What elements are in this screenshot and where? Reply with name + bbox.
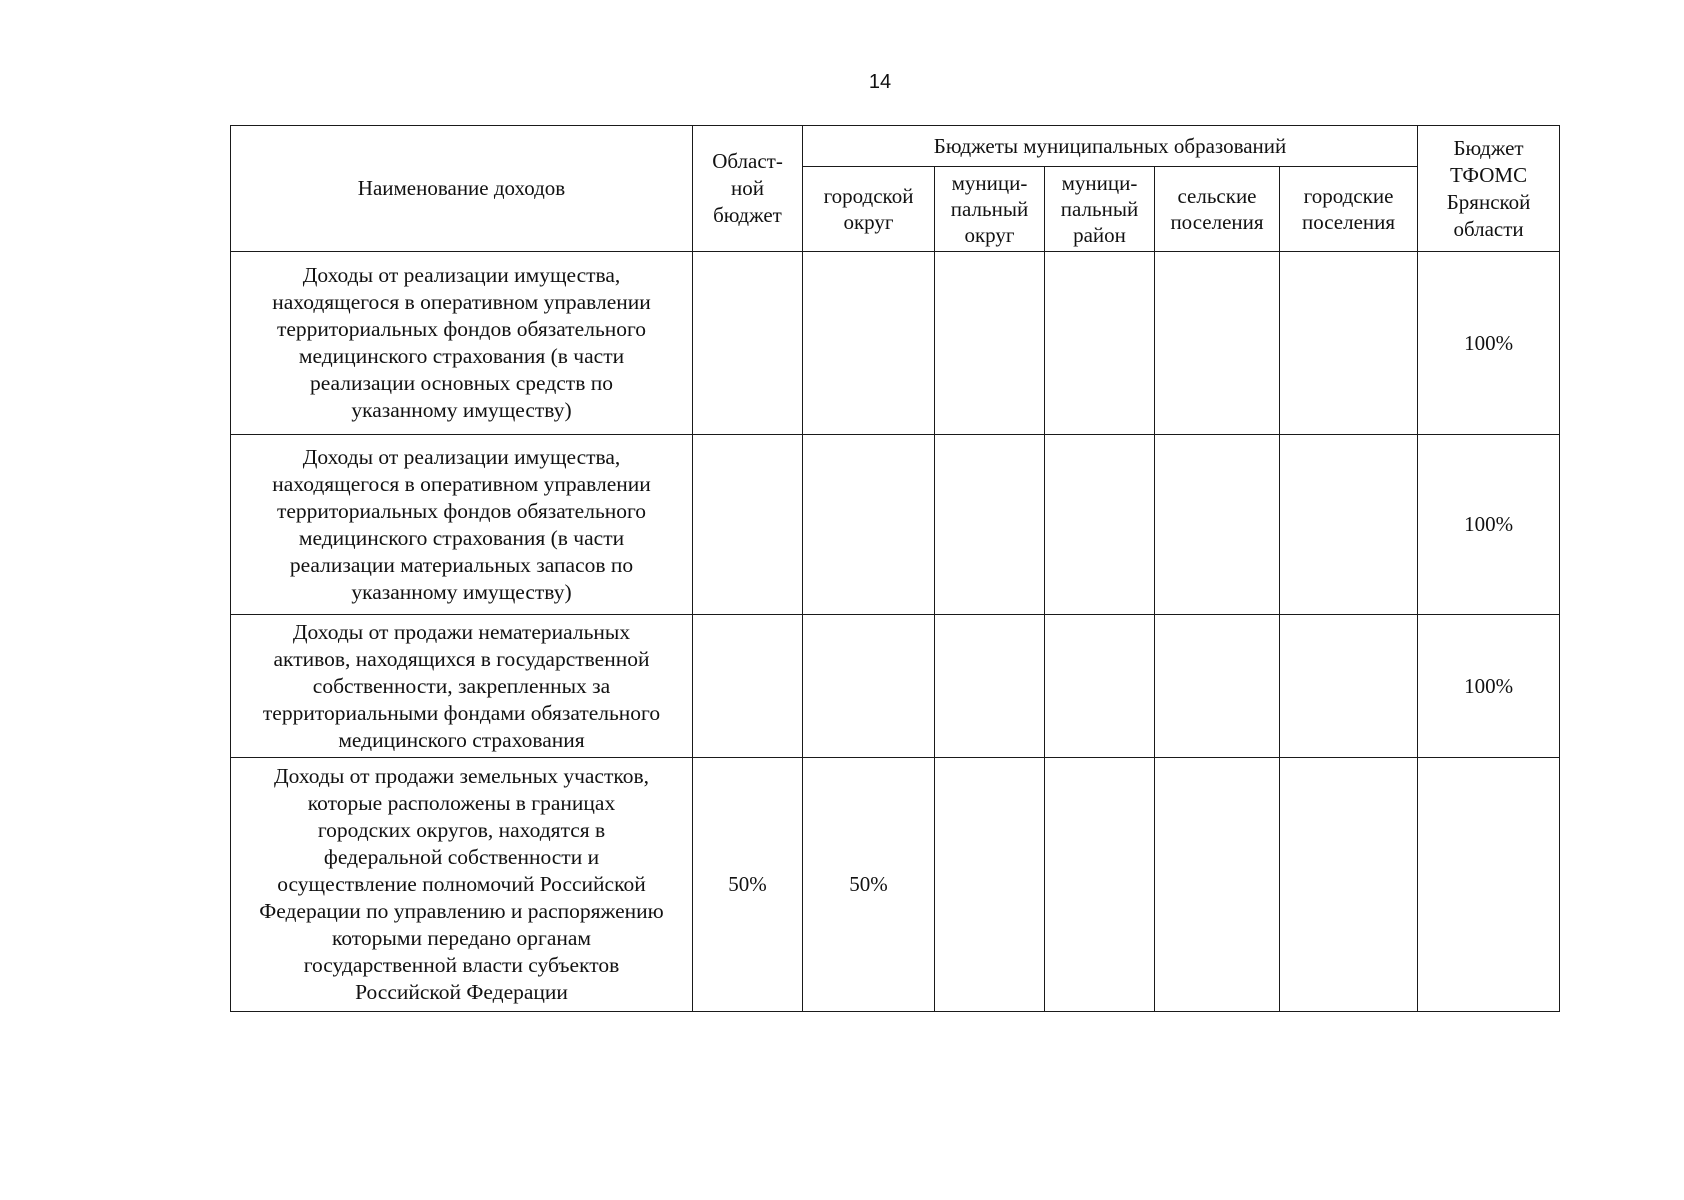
urban-share-cell — [1280, 758, 1418, 1012]
city-district-share-cell — [803, 435, 935, 615]
header-rural-settlements: сельские поселения — [1155, 167, 1280, 252]
page-number: 14 — [868, 71, 892, 93]
municipal-area-share-cell — [1045, 758, 1155, 1012]
regional-share-cell — [693, 615, 803, 758]
regional-share-cell — [693, 435, 803, 615]
municipal-district-share-cell — [935, 435, 1045, 615]
header-tfoms-budget: Бюджет ТФОМС Брянской области — [1418, 126, 1560, 252]
regional-share-cell — [693, 252, 803, 435]
revenue-name-cell: Доходы от продажи земельных участков, которые расположены в границах городских округов, находятся в федеральной собственности и осуществление полномочий Российской Федерации по управлению и распоряжению которыми передано органам государственной власти субъектов Российской Федерации — [231, 758, 693, 1012]
rural-share-cell — [1155, 758, 1280, 1012]
municipal-district-share-cell — [935, 252, 1045, 435]
rural-share-cell — [1155, 615, 1280, 758]
revenue-name-cell: Доходы от реализации имущества, находящегося в оперативном управлении территориальных фондов обязательного медицинского страхования (в части реализации материальных запасов по указанному имуществу) — [231, 435, 693, 615]
rural-share-cell — [1155, 435, 1280, 615]
table-row — [231, 615, 1560, 758]
tfoms-share-cell: 100% — [1418, 252, 1560, 435]
table-row — [231, 758, 1560, 1012]
tfoms-share-cell: 100% — [1418, 615, 1560, 758]
municipal-area-share-cell — [1045, 435, 1155, 615]
regional-share-cell: 50% — [693, 758, 803, 1012]
urban-share-cell — [1280, 435, 1418, 615]
rural-share-cell — [1155, 252, 1280, 435]
city-district-share-cell — [803, 615, 935, 758]
city-district-share-cell — [803, 252, 935, 435]
urban-share-cell — [1280, 252, 1418, 435]
table-row — [231, 435, 1560, 615]
header-regional-budget: Област- ной бюджет — [693, 126, 803, 252]
municipal-district-share-cell — [935, 615, 1045, 758]
header-city-district: городской округ — [803, 167, 935, 252]
tfoms-share-cell: 100% — [1418, 435, 1560, 615]
header-municipal-area: муници- пальный район — [1045, 167, 1155, 252]
urban-share-cell — [1280, 615, 1418, 758]
tfoms-share-cell — [1418, 758, 1560, 1012]
header-revenue-name: Наименование доходов — [231, 126, 693, 252]
municipal-area-share-cell — [1045, 615, 1155, 758]
revenue-name-cell: Доходы от реализации имущества, находящегося в оперативном управлении территориальных фондов обязательного медицинского страхования (в части реализации основных средств по указанному имуществу) — [231, 252, 693, 435]
table-row — [231, 252, 1560, 435]
header-urban-settlements: городские поселения — [1280, 167, 1418, 252]
city-district-share-cell: 50% — [803, 758, 935, 1012]
revenue-distribution-table — [230, 125, 1560, 1012]
header-municipal-district: муници- пальный округ — [935, 167, 1045, 252]
revenue-name-cell: Доходы от продажи нематериальных активов, находящихся в государственной собственности, закрепленных за территориальными фондами обязательного медицинского страхования — [231, 615, 693, 758]
municipal-district-share-cell — [935, 758, 1045, 1012]
municipal-area-share-cell — [1045, 252, 1155, 435]
header-municipal-budgets: Бюджеты муниципальных образований — [803, 126, 1418, 167]
